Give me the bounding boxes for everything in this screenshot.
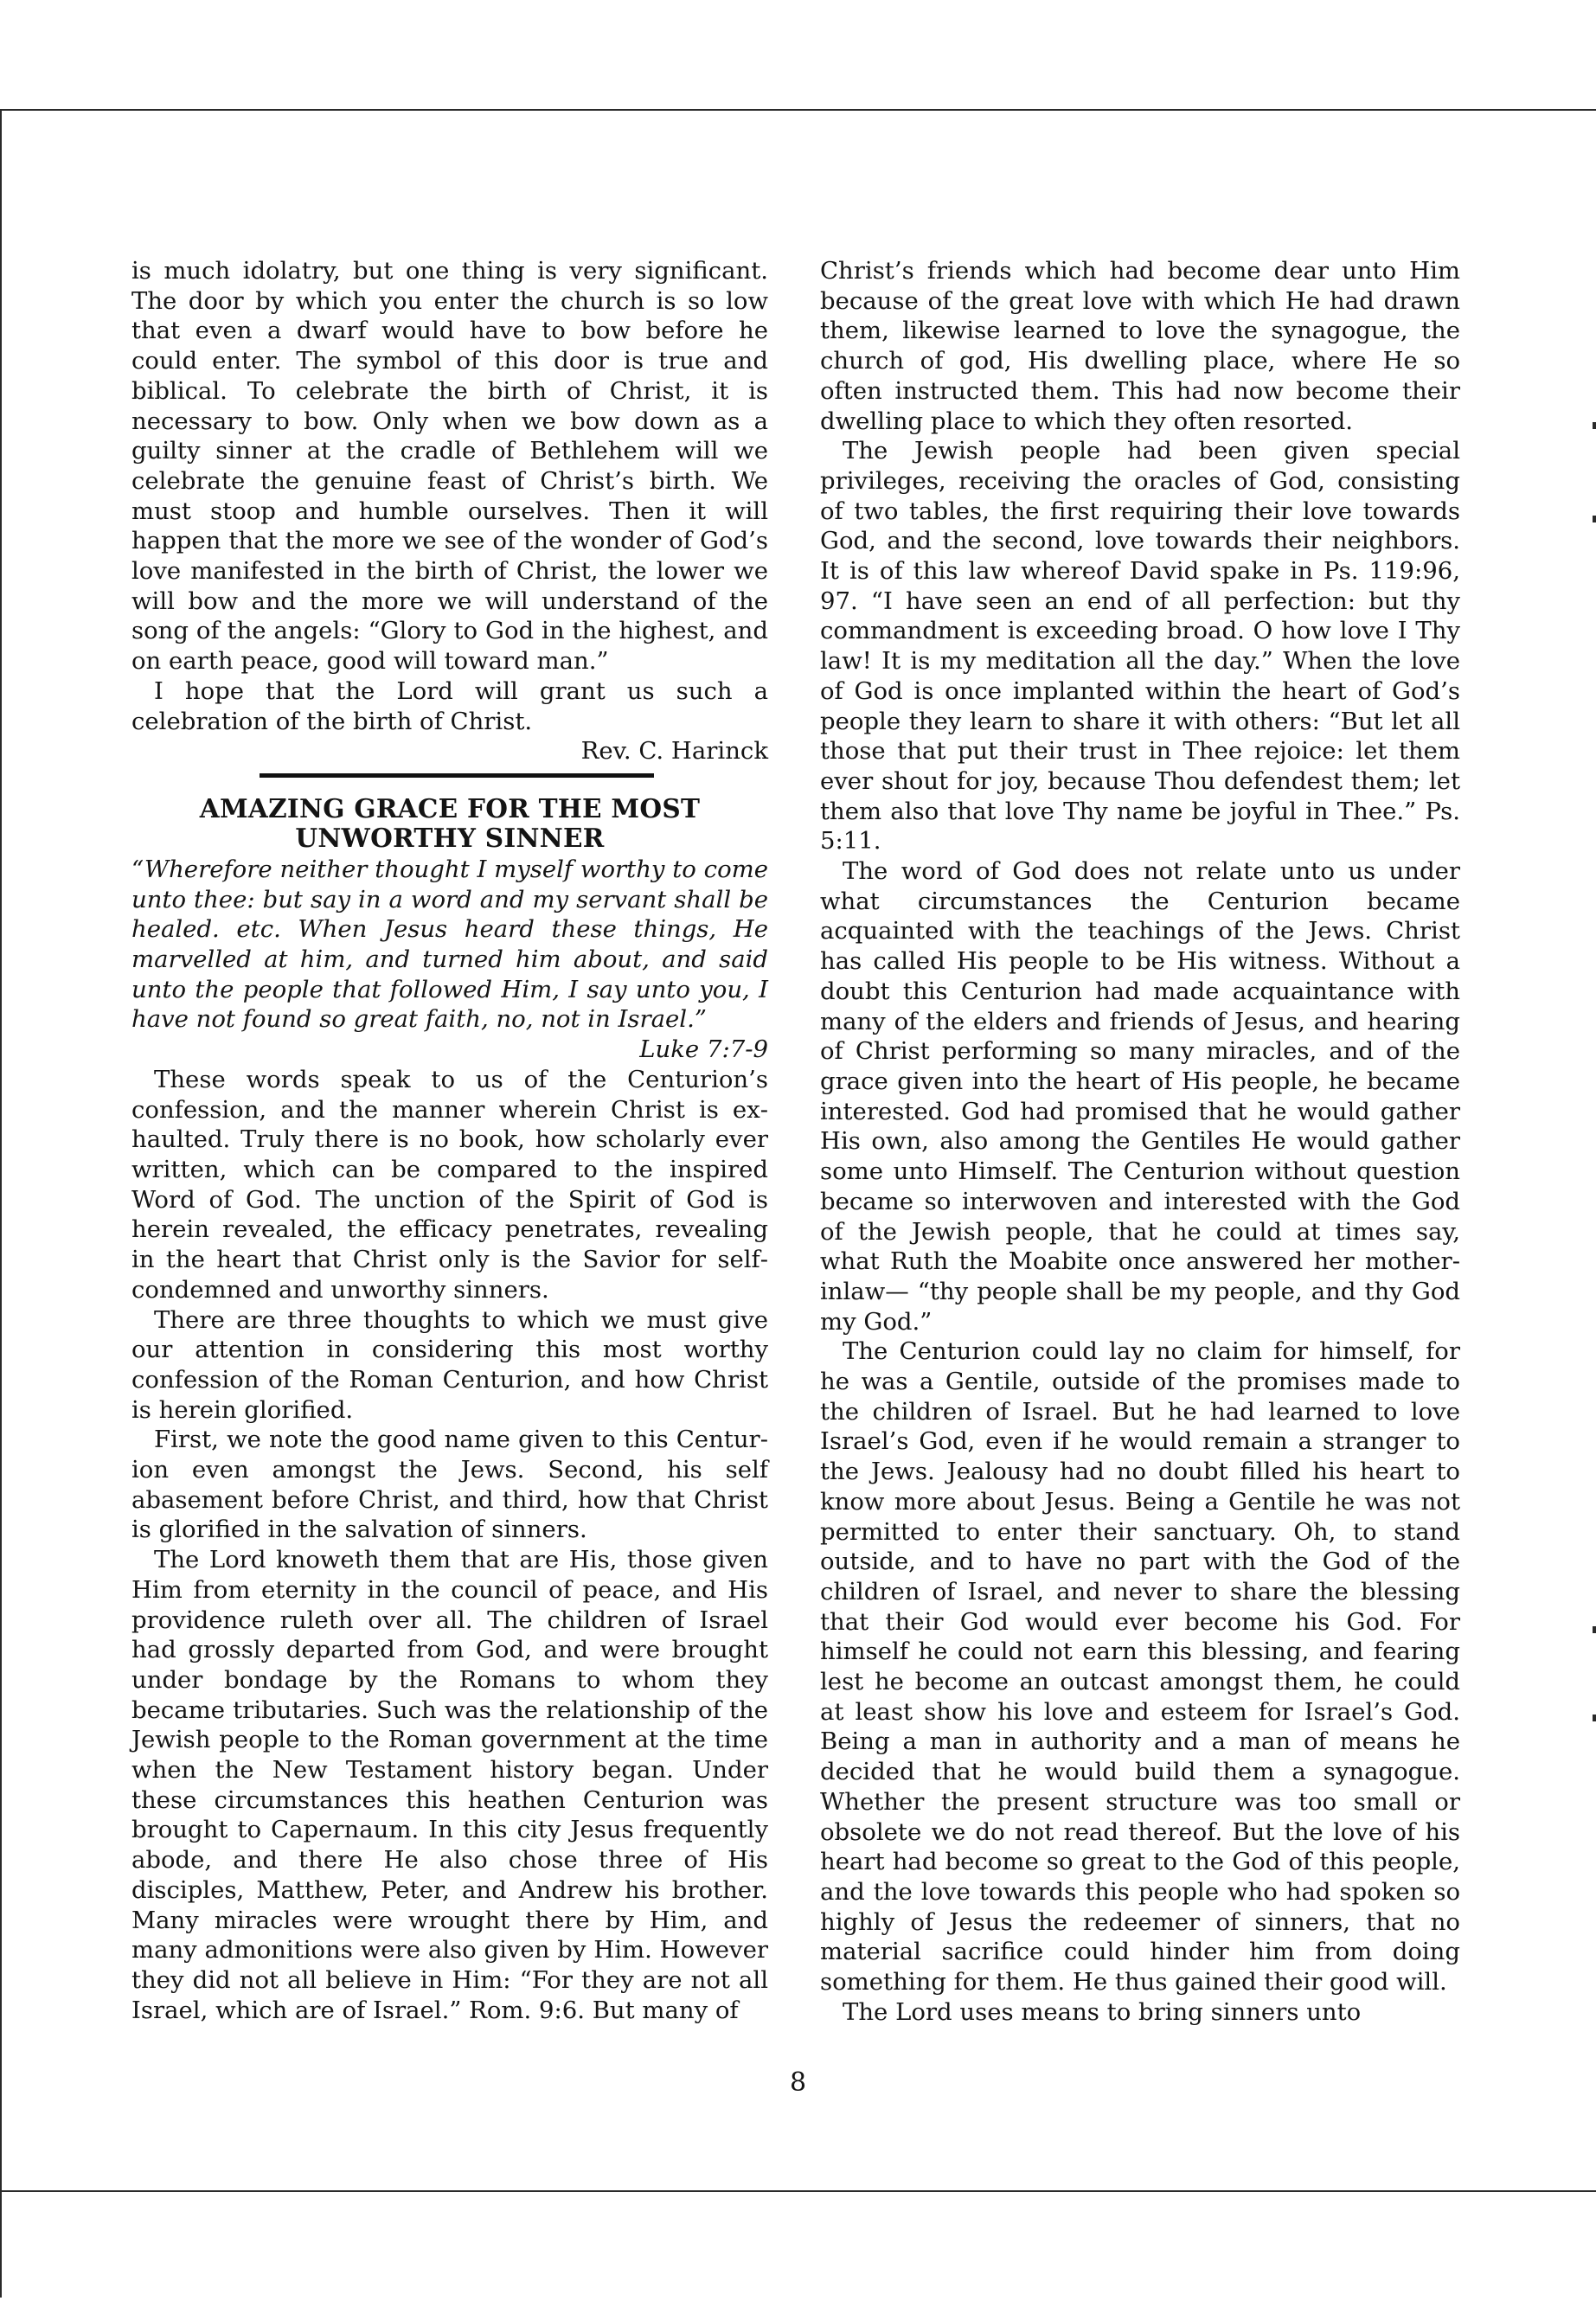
article-title: [131, 794, 768, 853]
page-border-bottom: [0, 2190, 1596, 2192]
left-column: [131, 256, 768, 2025]
section-divider: [131, 766, 768, 789]
intro-paragraph: is much idolatry, but one thing is very significant. The door by which you enter the church is so low that even a dwarf would have to bow before he could enter. The symbol of this door is true and biblical. To celebrate the birth of Christ, it is necessary to bow. Only when we bow down as a guilty sinner at the cradle of Bethlehem will we celebrate the genuine feast of Christ’s birth. We must stoop and humble ourselves. Then it will happen that the more we see of the wonder of God’s love manifested in the birth of Christ, the lower we will bow and the more we will understand of the song of the angels: “Glory to God in the highest, and on earth peace, good will toward man.”: [131, 257, 768, 676]
scan-mark: [1593, 422, 1596, 429]
article-paragraph: The Lord uses means to bring sinners unto: [843, 1997, 1362, 2026]
article-title-line: AMAZING GRACE FOR THE MOST: [199, 792, 701, 824]
article-paragraph: The Jewish people had been given special privileges, receiving the oracles of God, consisting of two tables, the first requiring their love towards God, and the second, love towards their neighbors. It is of this law whereof David spake in Ps. 119:96, 97. “I have seen an end of all perfection: but thy commandment is exceeding broad. O how love I Thy law! It is my meditation all the day.” When the love of God is once implanted within the heart of God’s people they learn to share it with others: “But let all those that put their trust in Thee rejoice: let them ever shout for joy, because Thou defendest them; let them also that love Thy name be joyful in Thee.” Ps. 5:11.: [820, 437, 1460, 856]
article-title-line: UNWORTHY SINNER: [295, 822, 605, 853]
page-border-left: [0, 109, 2, 2298]
scan-mark: [1593, 516, 1596, 522]
epigraph: [131, 855, 768, 1065]
article-paragraph: The word of God does not relate unto us under what circumstances the Centurion became acquainted with the teachings of the Jews. Christ has called His people to be His witness. Without a doubt this Centurion had made acquaintance with many of the elders and friends of Jesus, and hearing of Christ performing so many miracles, and of the grace given into the heart of His people, he became interested. God had promised that he would gather His own, also among the Gentiles He would gather some unto Himself. The Centurion without question became so interwoven and interested with the God of the Jewish people, that he could at times say, what Ruth the Moabite once answered her motherinlaw— “thy people shall be my people, and thy God my God.”: [820, 857, 1460, 1336]
scan-mark: [1593, 1715, 1596, 1721]
intro-paragraph: I hope that the Lord will grant us such a celebration of the birth of Christ.: [131, 676, 768, 735]
page-border-top: [0, 109, 1596, 111]
article-paragraph: Christ’s friends which had become dear unto Him because of the great love with which He had drawn them, likewise learned to love the synagogue, the church of god, His dwelling place, where He so often instructed them. This had now become their dwelling place to which they often resorted.: [820, 257, 1460, 435]
article-paragraph: These words speak to us of the Centurion’s confession, and the manner wherein Christ is exhaulted. Truly there is no book, how scholarly ever written, which can be compared to the inspired Word of God. The unction of the Spirit of God is herein revealed, the efficacy penetrates, revealing in the heart that Christ only is the Savior for selfcondemned and unworthy sinners.: [131, 1065, 768, 1304]
epigraph-reference-row: [131, 1035, 768, 1065]
article-paragraph: First, we note the good name given to this Centurion even amongst the Jews. Second, his self abasement before Christ, and third, how that Christ is glorified in the salvation of sinners.: [131, 1426, 768, 1544]
article-paragraph: There are three thoughts to which we must give our attention in considering this most worthy confession of the Roman Centurion, and how Christ is herein glorified.: [131, 1305, 768, 1424]
right-column: [820, 256, 1460, 2027]
article-paragraph: The Lord knoweth them that are His, those given Him from eternity in the council of peace, and His providence ruleth over all. The children of Israel had grossly departed from God, and were brought under bondage by the Romans to whom they became tributaries. Such was the relationship of the Jewish people to the Roman government at the time when the New Testament history began. Under these circumstances this heathen Centurion was brought to Capernaum. In this city Jesus frequently abode, and there He also chose three of His disciples, Matthew, Peter, and Andrew his brother. Many miracles were wrought there by Him, and many admonitions were also given by Him. However they did not all believe in Him: “For they are not all Israel, which are of Israel.” Rom. 9:6. But many of: [131, 1546, 768, 2024]
scan-mark: [1593, 1626, 1596, 1633]
epigraph-reference: Luke 7:7-9: [639, 1035, 768, 1064]
epigraph-text: “Wherefore neither thought I myself worthy to come unto thee: but say in a word and my servant shall be healed. etc. When Jesus heard these things, He marvelled at him, and turned him about, and said unto the people that followed Him, I say unto you, I have not found so great faith, no, not in Israel.”: [131, 855, 768, 1034]
article-paragraph: The Centurion could lay no claim for himself, for he was a Gentile, outside of the promises made to the children of Israel. But he had learned to love Israel’s God, even if he would remain a stranger to the Jews. Jealousy had no doubt filled his heart to know more about Jesus. Being a Gentile he was not permitted to enter their sanctuary. Oh, to stand outside, and to have no part with the God of the children of Israel, and never to share the blessing that their God would ever become his God. For himself he could not earn this blessing, and fearing lest he become an outcast amongst them, he could at least show his love and esteem for Israel’s God. Being a man in authority and a man of means he decided that he would build them a synagogue. Whether the present structure was too small or obsolete we do not read thereof. But the love of his heart had become so great to the God of this people, and the love towards this people who had spoken so highly of Jesus the redeemer of sinners, that no material sacrifice could hinder him from doing something for them. He thus gained their good will.: [820, 1337, 1460, 1997]
signature: Rev. C. Harinck: [580, 737, 768, 766]
page-number: 8: [789, 2067, 807, 2098]
